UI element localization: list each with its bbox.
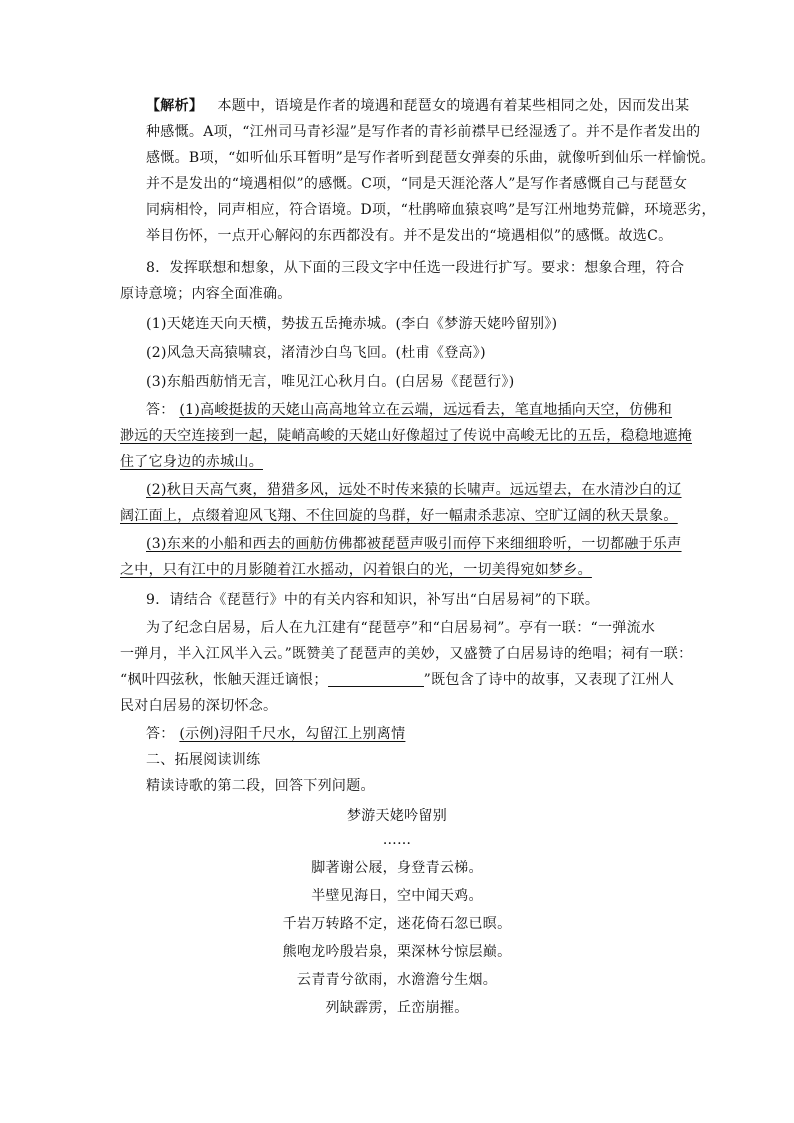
analysis-line: 举目伤怀，一点开心解闷的东西都没有。并不是发出的“境遇相似”的感慨。故选C。: [146, 228, 673, 244]
answer-8-text: 住了它身边的赤城山。: [120, 454, 263, 470]
question-9-text: ”既包含了诗中的故事，又表现了江州人: [423, 672, 675, 688]
analysis-label: 【解析】: [146, 98, 204, 114]
poem-line: 千岩万转路不定，迷花倚石忽已暝。: [282, 916, 512, 932]
answer-label: 答：: [146, 402, 175, 418]
answer-8-text: 阔江面上，点缀着迎风飞翔、不住回旋的鸟群，好一幅肃杀悲凉、空旷辽阔的秋天景象。: [120, 508, 678, 524]
answer-9-text: (示例)浔阳千尺水，勾留江上别离情: [179, 726, 406, 742]
question-8-option: (2)风急天高猿啸哀，渚清沙白鸟飞回。(杜甫《登高》): [146, 345, 486, 361]
poem-line: 列缺霹雳，丘峦崩摧。: [325, 1000, 469, 1016]
question-8-text: 8．发挥联想和想象，从下面的三段文字中任选一段进行扩写。要求：想象合理，符合: [146, 260, 685, 276]
question-9-text: 为了纪念白居易，后人在九江建有“琵琶亭”和“白居易祠”。亭有一联：“一弹流水: [146, 620, 656, 636]
question-8-option: (1)天姥连天向天横，势拔五岳掩赤城。(李白《梦游天姥吟留别》): [146, 316, 558, 332]
question-9-text: 民对白居易的深切怀念。: [120, 698, 278, 714]
section-instruction: 精读诗歌的第二段，回答下列问题。: [146, 778, 375, 794]
analysis-line: 感慨。B项，“如听仙乐耳暂明”是写作者听到琵琶女弹奏的乐曲，就像听到仙乐一样愉悦。: [146, 150, 715, 166]
fill-in-blank: [328, 672, 424, 687]
answer-8-text: 之中，只有江中的月影随着江水摇动，闪着银白的光，一切美得宛如梦乡。: [120, 562, 592, 578]
analysis-line: 同病相怜，同声相应，符合语境。D项，“杜鹃啼血猿哀鸣”是写江州地势荒僻，环境恶劣，: [146, 202, 716, 218]
poem-line: 半壁见海日，空中闻天鸡。: [311, 888, 483, 904]
question-9-text-with-blank: [120, 670, 680, 690]
section-heading: 二、拓展阅读训练: [146, 752, 261, 768]
question-9-text: 一弹月，半入江风半入云。”既赞美了琵琶声的美妙，又盛赞了白居易诗的绝唱；祠有一联：: [120, 646, 693, 662]
answer-8-line: [146, 400, 706, 420]
question-8-option: (3)东船西舫悄无言，唯见江心秋月白。(白居易《琵琶行》): [146, 374, 515, 390]
analysis-first-line: [146, 96, 706, 116]
poem-ellipsis: ……: [382, 832, 412, 848]
analysis-line: 种感慨。A项，“江州司马青衫湿”是写作者的青衫前襟早已经湿透了。并不是作者发出的: [146, 124, 701, 140]
answer-8-text: (1)高峻挺拔的天姥山高高地耸立在云端，远远看去，笔直地插向天空，仿佛和: [179, 402, 673, 418]
question-9-text: “枫叶四弦秋，怅触天涯迁谪恨；: [120, 672, 328, 688]
poem-title: 梦游天姥吟留别: [346, 808, 448, 824]
question-9-text: 9．请结合《琵琶行》中的有关内容和知识，补写出“白居易祠”的下联。: [146, 592, 600, 608]
poem-line: 脚著谢公屐，身登青云梯。: [311, 860, 483, 876]
answer-8-text: (2)秋日天高气爽，猎猎多风，远处不时传来猿的长啸声。远远望去，在水清沙白的辽: [146, 482, 682, 498]
answer-9-line: [146, 724, 706, 744]
poem-line: 熊咆龙吟殷岩泉，栗深林兮惊层巅。: [282, 944, 512, 960]
answer-8-text: 渺远的天空连接到一起，陡峭高峻的天姥山好像超过了传说中高峻无比的五岳，稳稳地遮掩: [120, 428, 692, 444]
analysis-line: 并不是发出的“境遇相似”的感慨。C项，“同是天涯沦落人”是写作者感慨自己与琵琶女: [146, 176, 688, 192]
answer-8-text: (3)东来的小船和西去的画舫仿佛都被琵琶声吸引而停下来细细聆听，一切都融于乐声: [146, 536, 682, 552]
question-8-text: 原诗意境；内容全面准确。: [120, 286, 292, 302]
answer-label: 答：: [146, 726, 175, 742]
analysis-text: 本题中，语境是作者的境遇和琵琶女的境遇有着某些相同之处，因而发出某: [217, 98, 690, 114]
poem-line: 云青青兮欲雨，水澹澹兮生烟。: [296, 972, 498, 988]
